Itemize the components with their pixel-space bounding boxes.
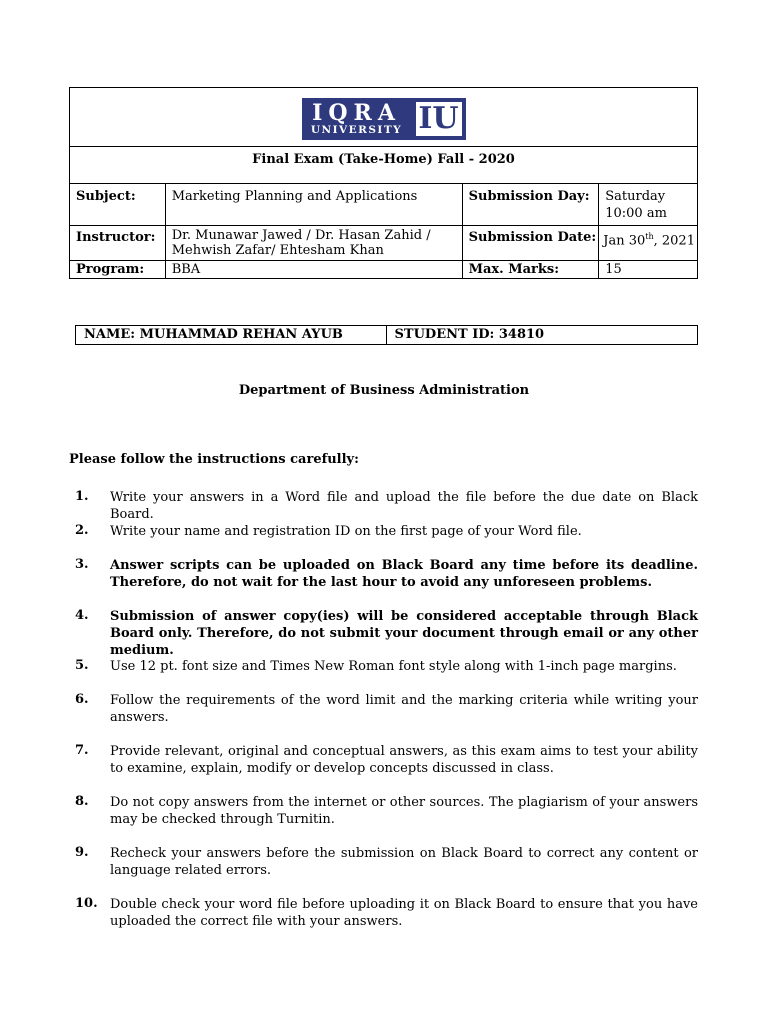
instruction-number: 8. xyxy=(75,794,89,809)
logo-mark: IU xyxy=(412,98,466,140)
instruction-item xyxy=(69,658,709,675)
instruction-text: Submission of answer copy(ies) will be considered acceptable through Black Board only. Therefore, do not submit your document through email or any other medium. xyxy=(110,609,698,658)
submission-day-label: Submission Day: xyxy=(462,184,599,226)
instruction-text: Double check your word file before uploading it on Black Board to ensure that you have uploaded the correct file with your answers. xyxy=(110,897,698,929)
exam-title: Final Exam (Take-Home) Fall - 2020 xyxy=(70,147,698,184)
submission-date-value xyxy=(599,226,698,261)
instruction-text: Follow the requirements of the word limit and the marking criteria while writing your answers. xyxy=(110,693,698,725)
submission-date-year: , 2021 xyxy=(653,233,695,249)
submission-date-month-day: Jan 30 xyxy=(603,233,646,249)
instruction-number: 10. xyxy=(75,896,98,911)
instruction-number: 9. xyxy=(75,845,89,860)
instruction-text: Do not copy answers from the internet or other sources. The plagiarism of your answers may be checked through Turnitin. xyxy=(110,795,698,827)
submission-time: 10:00 am xyxy=(605,206,667,221)
submission-day-value xyxy=(599,184,698,226)
instruction-item xyxy=(69,794,709,828)
instruction-number: 7. xyxy=(75,743,89,758)
instruction-text: Provide relevant, original and conceptual answers, as this exam aims to test your ability to examine, explain, modify or develop concepts discussed in class. xyxy=(110,744,698,776)
logo-cell xyxy=(70,88,698,147)
department-heading: Department of Business Administration xyxy=(238,383,530,398)
instruction-item xyxy=(69,743,709,777)
instruction-item xyxy=(69,692,709,726)
instruction-item xyxy=(69,523,709,540)
instructor-value: Dr. Munawar Jawed / Dr. Hasan Zahid / Mehwish Zafar/ Ehtesham Khan xyxy=(165,226,462,261)
instruction-number: 5. xyxy=(75,658,89,673)
student-id: STUDENT ID: 34810 xyxy=(386,326,697,345)
student-name: NAME: MUHAMMAD REHAN AYUB xyxy=(76,326,387,345)
instructions-heading: Please follow the instructions carefully: xyxy=(69,452,359,467)
instruction-item xyxy=(69,608,709,659)
submission-date-label: Submission Date: xyxy=(462,226,599,261)
submission-day: Saturday xyxy=(605,189,666,204)
subject-label: Subject: xyxy=(70,184,166,226)
program-value: BBA xyxy=(165,261,462,279)
instruction-text: Write your name and registration ID on the first page of your Word file. xyxy=(110,524,582,539)
university-logo xyxy=(302,98,466,140)
exam-header-table xyxy=(69,87,698,279)
student-info-table xyxy=(75,325,698,345)
instruction-item xyxy=(69,896,709,930)
subject-value: Marketing Planning and Applications xyxy=(165,184,462,226)
instruction-number: 3. xyxy=(75,557,89,572)
max-marks-label: Max. Marks: xyxy=(462,261,599,279)
logo-line-2: UNIVERSITY xyxy=(310,123,403,136)
instruction-text: Recheck your answers before the submission on Black Board to correct any content or language related errors. xyxy=(110,846,698,878)
instruction-number: 1. xyxy=(75,489,89,504)
instruction-text: Use 12 pt. font size and Times New Roman font style along with 1-inch page margins. xyxy=(110,659,677,674)
instruction-item xyxy=(69,845,709,879)
instruction-item xyxy=(69,557,709,591)
submission-date-suffix: th xyxy=(645,232,654,241)
logo-line-1: IQRA xyxy=(312,99,401,126)
instruction-text: Write your answers in a Word file and upload the file before the due date on Black Board. xyxy=(110,490,698,522)
max-marks-value: 15 xyxy=(599,261,698,279)
instruction-number: 4. xyxy=(75,608,89,623)
instruction-text: Answer scripts can be uploaded on Black Board any time before its deadline. Therefore, do not wait for the last hour to avoid any unforeseen problems. xyxy=(110,558,698,590)
program-label: Program: xyxy=(70,261,166,279)
instructor-label: Instructor: xyxy=(70,226,166,261)
instruction-number: 2. xyxy=(75,523,89,538)
instruction-number: 6. xyxy=(75,692,89,707)
instruction-item xyxy=(69,489,709,523)
